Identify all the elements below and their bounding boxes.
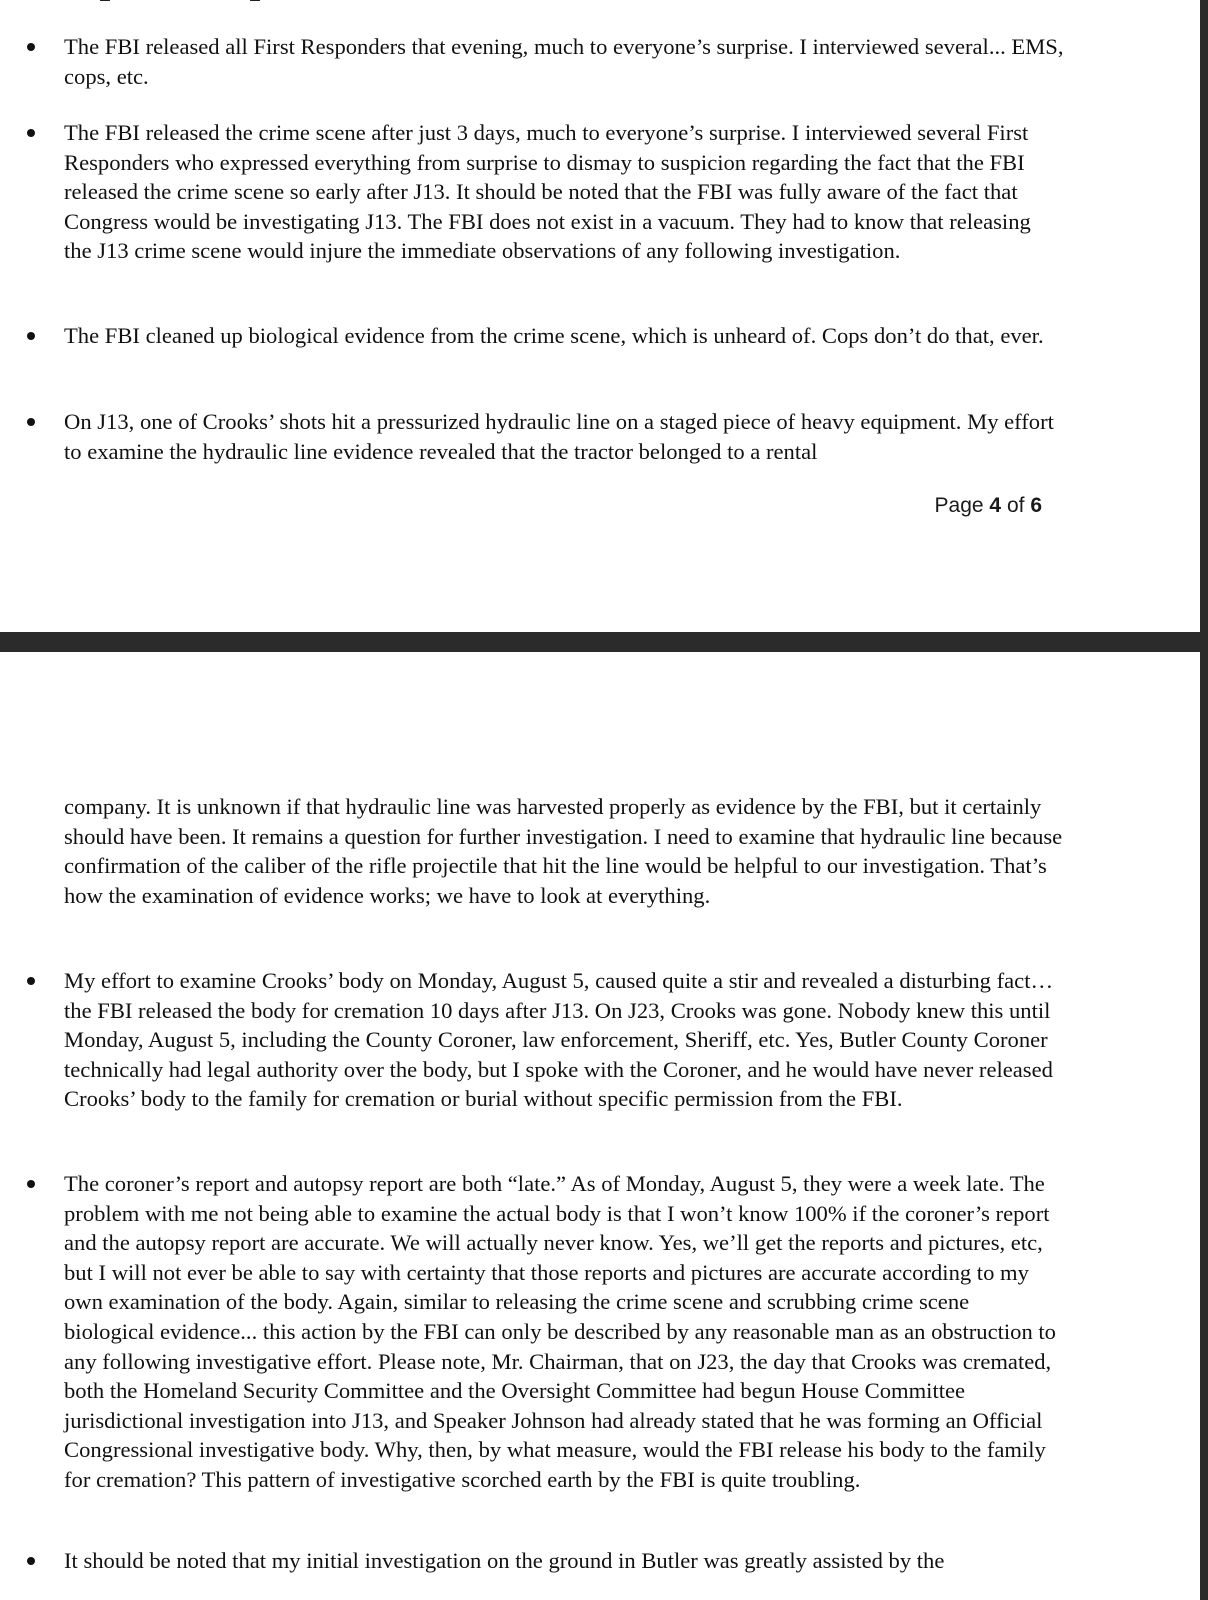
bullet-crooks-body: My effort to examine Crooks’ body on Monday, August 5, caused quite a stir and revealed a disturbing fact… the FBI released the body for cremation 10 days after J13. On J23, Crooks was gone. Nobody knew this until Monday, August 5, including the County Coroner, law enforcement, Sheriff, etc. Yes, Butler County Coroner technically had legal authority over the body, but I spoke with the Coroner, and he would have never released Crooks’ body to the family for cremation or burial without specific permission from the FBI. <box>64 968 1054 1112</box>
clipped-text-fragment <box>100 0 400 2</box>
bullet-icon <box>27 332 35 340</box>
bullet-icon <box>27 129 35 137</box>
bullet-icon <box>27 1557 35 1565</box>
bullet-biological-evidence: The FBI cleaned up biological evidence from the crime scene, which is unheard of. Cops don’t do that, ever. <box>64 323 1044 348</box>
page-separator <box>0 632 1208 652</box>
bullet-hydraulic-line: On J13, one of Crooks’ shots hit a pressurized hydraulic line on a staged piece of heavy equipment. My effort to examine the hydraulic line evidence revealed that the tractor belonged to a rental <box>64 409 1054 464</box>
bullet-crime-scene-release: The FBI released the crime scene after just 3 days, much to everyone’s surprise. I interviewed several First Responders who expressed everything from surprise to dismay to suspicion regarding the fact that the FBI released the crime scene so early after J13. It should be noted that the FBI was fully aware of the fact that Congress would be investigating J13. The FBI does not exist in a vacuum. They had to know that releasing the J13 crime scene would injure the immediate observations of any following investigation. <box>64 120 1031 264</box>
bullet-icon <box>27 418 35 426</box>
document-page-5 <box>0 652 1200 1600</box>
bullet-initial-investigation: It should be noted that my initial investigation on the ground in Butler was greatly assisted by the <box>64 1548 945 1573</box>
bullet-icon <box>27 1180 35 1188</box>
bullet-icon <box>27 977 35 985</box>
continued-paragraph: company. It is unknown if that hydraulic line was harvested properly as evidence by the FBI, but it certainly should have been. It remains a question for further investigation. I need to examine that hydraulic line because confirmation of the caliber of the rifle projectile that hit the line would be helpful to our investigation. That’s how the examination of evidence works; we have to look at everything. <box>64 794 1063 908</box>
bullet-coroner-report: The coroner’s report and autopsy report are both “late.” As of Monday, August 5, they were a week late. The problem with me not being able to examine the actual body is that I won’t know 100% if the coroner’s report and the autopsy report are accurate. We will actually never know. Yes, we’ll get the reports and pictures, etc, but I will not ever be able to say with certainty that those reports and pictures are accurate according to my own examination of the body. Again, similar to releasing the crime scene and scrubbing crime scene biological evidence... this action by the FBI can only be described by any reasonable man as an obstruction to any following investigative effort. Please note, Mr. Chairman, that on J23, the day that Crooks was cremated, both the Homeland Security Committee and the Oversight Committee had begun House Committee jurisdictional investigation into J13, and Speaker Johnson had already stated that he was forming an Official Congressional investigative body. Why, then, by what measure, would the FBI release his body to the family for cremation? This pattern of investigative scorched earth by the FBI is quite troubling. <box>64 1171 1056 1492</box>
page-number: Page 4 of 6 <box>934 494 1042 517</box>
scrollbar-edge <box>1200 0 1208 1600</box>
document-page-4 <box>0 0 1200 632</box>
bullet-first-responders: The FBI released all First Responders that evening, much to everyone’s surprise. I interviewed several... EMS, cops, etc. <box>64 34 1064 89</box>
bullet-icon <box>27 43 35 51</box>
